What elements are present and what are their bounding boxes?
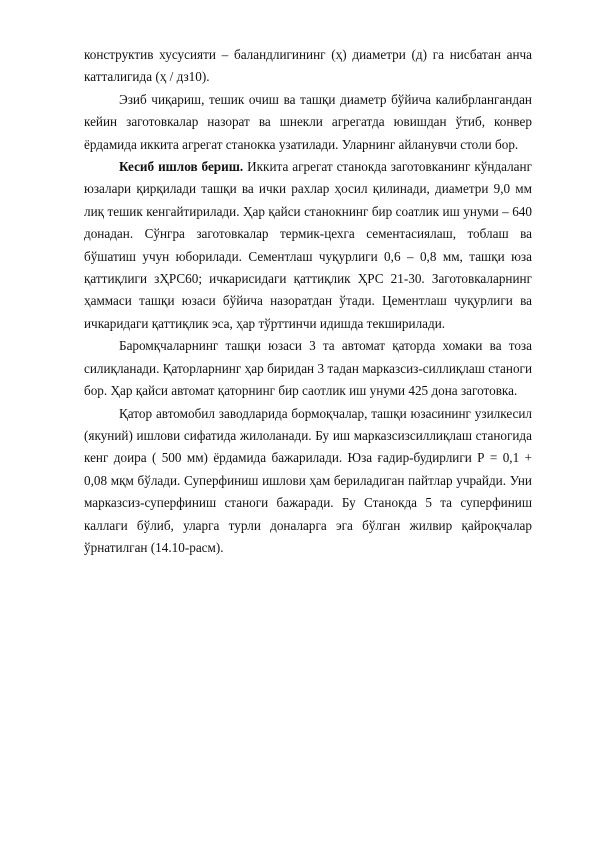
paragraph-5	[84, 403, 532, 560]
paragraph-4-text: Баромқчаларнинг ташқи юзаси 3 та автомат қаторда хомаки ва тоза силиқланади. Қаторларнинг ҳар биридан 3 тадан марказсиз-силлиқлаш станоги бор. Ҳар қайси автомат қаторнинг бир саотлик иш унуми 425 дона заготовка.	[84, 338, 532, 399]
paragraph-4	[84, 335, 532, 402]
paragraph-1-text: конструктив хусусияти – баландлигининг (ҳ) диаметри (д) га нисбатан анча катталигида (ҳ / дз10).	[84, 47, 532, 85]
paragraph-5-text: Қатор автомобил заводларида бормоқчалар, ташқи юзасининг узилкесил (якуний) ишлови сифатида жилоланади. Бу иш марказсизсиллиқлаш станогида кенг доира ( 500 мм) ёрдамида бажарилади. Юза ғадир-будирлиги Р = 0,1 + 0,08 мқм бўлади. Суперфиниш ишлови ҳам бериладиган пайтлар учрайди. Уни марказсиз-суперфиниш станоги бажаради. Бу Станокда 5 та суперфиниш каллаги бўлиб, уларга турли доналарга эга бўлган жилвир қайроқчалар ўрнатилган (14.10-расм).	[84, 405, 532, 555]
paragraph-3	[84, 156, 532, 335]
document-page	[84, 44, 532, 559]
paragraph-1	[84, 44, 532, 89]
paragraph-2-text: Эзиб чиқариш, тешик очиш ва ташқи диаметр бўйича калибрлангандан кейин заготовкалар назорат ва шнекли агрегатда ювишдан ўтиб, конвер ёрдамида иккита агрегат станокка узатилади. Уларнинг айланувчи столи бор.	[84, 91, 532, 152]
paragraph-2	[84, 89, 532, 156]
section-heading: Кесиб ишлов бериш.	[119, 159, 244, 175]
paragraph-3-text: Иккита агрегат станокда заготовканинг кўндаланг юзалари қирқилади ташқи ва ички рахлар ҳосил қилинади, диаметри 9,0 мм лиқ тешик кенгайтирилади. Ҳар қайси станокнинг бир соатлик иш унуми – 640 донадан. Сўнгра заготовкалар термик-цехга сементасиялаш, тоблаш ва бўшатиш учун юборилади. Сементлаш чуқурлиги 0,6 – 0,8 мм, ташқи юза қаттиқлиги зҲРС60; ичкарисидаги қаттиқлик ҲРС 21-30. Заготовкаларнинг ҳаммаси ташқи юзаси бўйича назоратдан ўтади. Цементлаш чуқурлиги ва ичкаридаги қаттиқлик эса, ҳар тўрттинчи идишда текширилади.	[84, 159, 532, 331]
